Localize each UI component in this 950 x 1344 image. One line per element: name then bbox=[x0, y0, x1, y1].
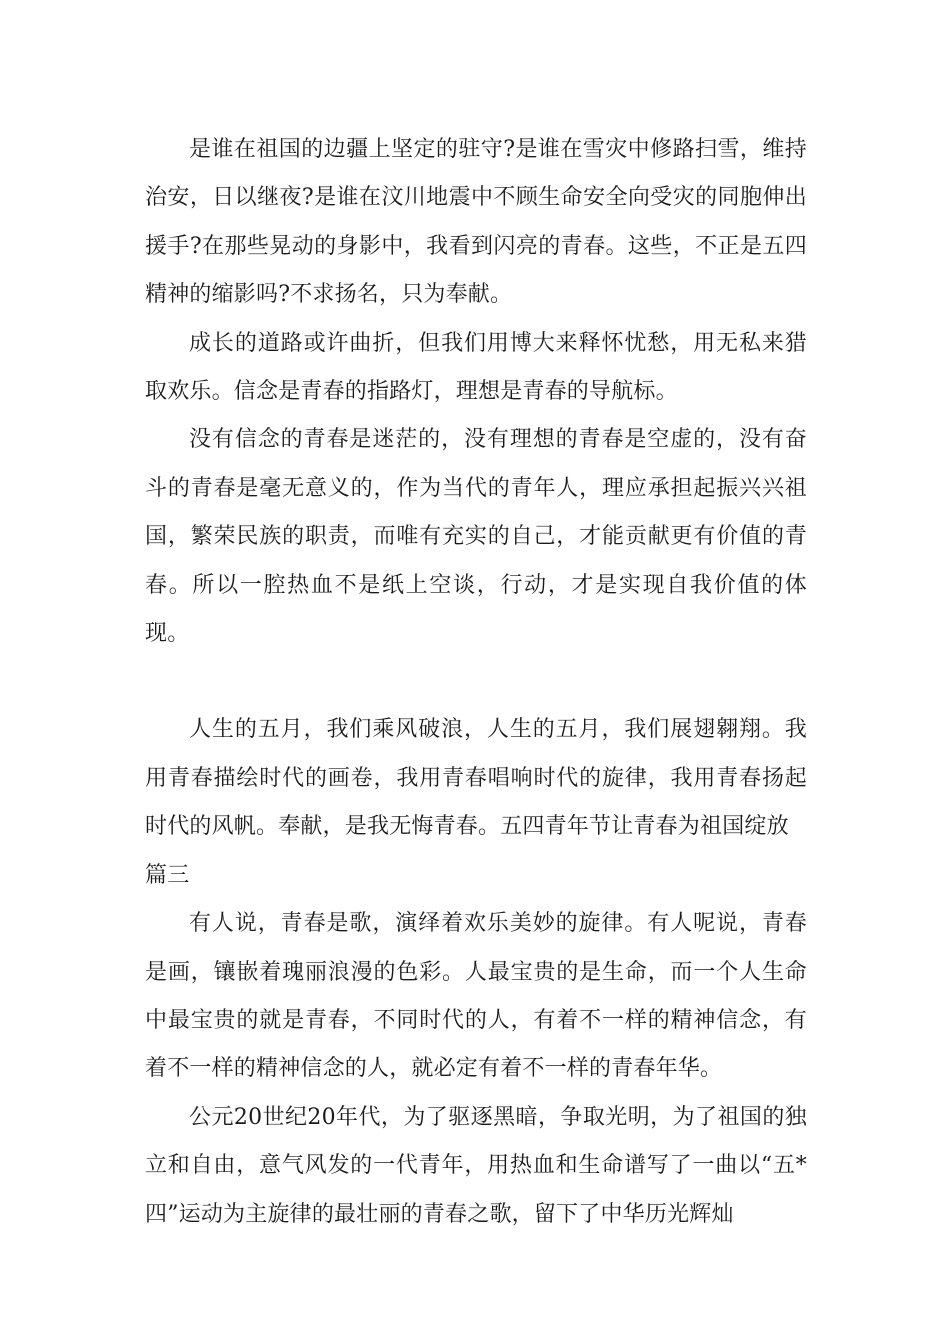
paragraph-4: 人生的五月，我们乘风破浪，人生的五月，我们展翅翱翔。我用青春描绘时代的画卷，我用青春唱响时代的旋律，我用青春扬起时代的风帆。奉献，是我无悔青春。五四青年节让青春为祖国绽放 bbox=[145, 717, 807, 840]
paragraph-3: 没有信念的青春是迷茫的，没有理想的青春是空虚的，没有奋斗的青春是毫无意义的，作为当代的青年人，理应承担起振兴兴祖国，繁荣民族的职责，而唯有充实的自己，才能贡献更有价值的青春。所以一腔热血不是纸上空谈，行动，才是实现自我价值的体现。 bbox=[145, 427, 807, 647]
paragraph-6: 公元20世纪20年代，为了驱逐黑暗，争取光明，为了祖国的独立和自由，意气风发的一代青年，用热血和生命谱写了一曲以“五*四”运动为主旋律的最壮丽的青春之歌，留下了中华历光辉灿 bbox=[145, 1104, 807, 1227]
paragraph-2: 成长的道路或许曲折，但我们用博大来释怀忧愁，用无私来猎取欢乐。信念是青春的指路灯，理想是青春的导航标。 bbox=[145, 330, 807, 405]
section-heading: 篇三 bbox=[145, 862, 190, 888]
paragraph-5: 有人说，青春是歌，演绎着欢乐美妙的旋律。有人呢说，青春是画，镶嵌着瑰丽浪漫的色彩。人最宝贵的是生命，而一个人生命中最宝贵的就是青春，不同时代的人，有着不一样的精神信念，有着不一样的精神信念的人，就必定有着不一样的青春年华。 bbox=[145, 911, 807, 1082]
paragraph-1: 是谁在祖国的边疆上坚定的驻守?是谁在雪灾中修路扫雪，维持治安，日以继夜?是谁在汶川地震中不顾生命安全向受灾的同胞伸出援手?在那些晃动的身影中，我看到闪亮的青春。这些，不正是五四精神的缩影吗?不求扬名，只为奉献。 bbox=[145, 137, 807, 308]
paragraph-spacer bbox=[145, 658, 807, 706]
body-text bbox=[145, 126, 807, 1239]
